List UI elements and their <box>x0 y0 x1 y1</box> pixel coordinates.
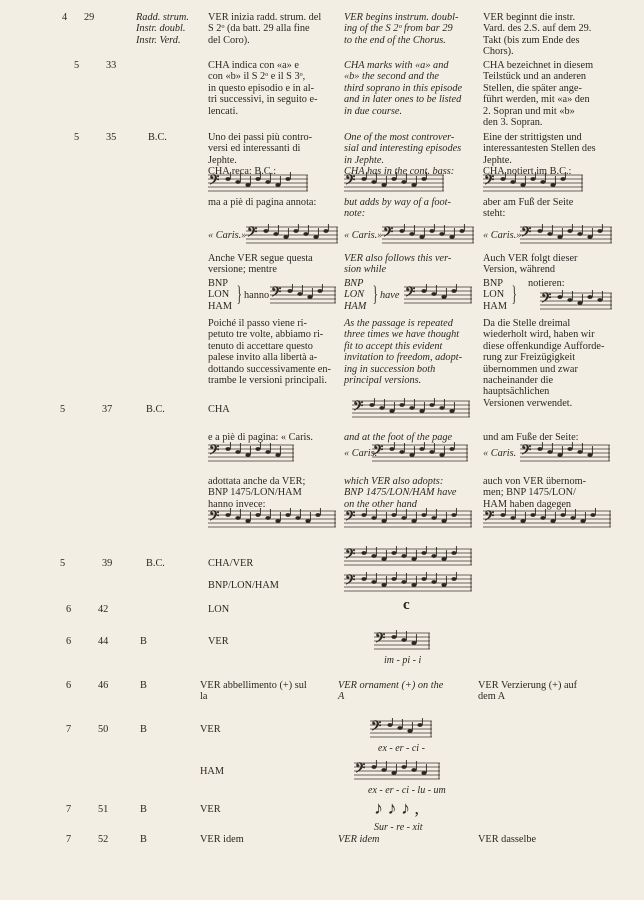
part-label: B <box>140 636 147 647</box>
music-staff <box>483 172 583 194</box>
svg-text:𝄢: 𝄢 <box>345 574 356 591</box>
music-staff <box>404 284 472 306</box>
german-note: und am Fuße der Seite: <box>483 432 579 443</box>
bar-number: 44 <box>98 636 109 647</box>
source-list: BNP LON HAM <box>208 278 233 312</box>
time-signature: c <box>403 597 410 613</box>
italian-note: VER idem <box>200 834 244 845</box>
italian-note: Anche VER segue questa versione; mentre <box>208 253 313 276</box>
svg-text:𝄢: 𝄢 <box>373 444 384 461</box>
svg-text:𝄢: 𝄢 <box>521 226 532 243</box>
part-label: B.C. <box>146 558 165 569</box>
music-staff <box>520 442 610 464</box>
svg-text:𝄢: 𝄢 <box>355 762 366 779</box>
act-number: 4 <box>62 12 68 23</box>
caris-label: « Caris. <box>483 448 517 459</box>
verb: have <box>380 290 400 301</box>
act-number: 5 <box>60 404 66 415</box>
part-label: B <box>140 834 147 845</box>
source-label: VER <box>200 804 221 815</box>
english-note: but adds by way of a foot- note: <box>344 197 451 220</box>
italian-note: adottata anche da VER; BNP 1475/LON/HAM hanno invece: <box>208 476 306 510</box>
act-number: 6 <box>66 680 72 691</box>
music-staff <box>344 172 444 194</box>
music-staff <box>344 546 472 568</box>
lyric: im - pi - i <box>384 655 422 666</box>
german-note: VER dasselbe <box>478 834 537 845</box>
svg-text:𝄢: 𝄢 <box>345 510 356 527</box>
svg-text:𝄢: 𝄢 <box>484 174 495 191</box>
svg-text:𝄢: 𝄢 <box>521 444 532 461</box>
verb: hanno <box>244 290 270 301</box>
source-list: BNP LON HAM <box>483 278 508 312</box>
english-note: VER idem <box>338 834 380 845</box>
lyric: Sur - re - xit <box>374 822 423 833</box>
italian-note: VER abbellimento (+) sul la <box>200 680 307 703</box>
music-staff <box>374 630 430 652</box>
bar-number: 50 <box>98 724 109 735</box>
svg-text:𝄢: 𝄢 <box>371 720 382 737</box>
part-label: B.C. <box>146 404 165 415</box>
lyric: ex - er - ci - lu - um <box>368 785 446 796</box>
part-label: B <box>140 724 147 735</box>
bar-number: 42 <box>98 604 109 615</box>
source-label: HAM <box>200 766 225 777</box>
act-number: 5 <box>74 60 80 71</box>
german-note: Eine der strittigsten und interessantesten Stellen des Jephte. CHA notiert im B.C.: <box>483 132 596 178</box>
german-note: aber am Fuß der Seite steht: <box>483 197 574 220</box>
act-number: 7 <box>66 834 72 845</box>
source-label: VER <box>208 636 229 647</box>
music-staff <box>208 172 308 194</box>
music-staff <box>520 224 612 246</box>
bar-number: 33 <box>106 60 117 71</box>
caris-label: « Caris.» <box>208 230 247 241</box>
german-note: CHA bezeichnet in diesem Teilstück und an anderen Stellen, die später ange- führt werden, mit «a» den 2. Sopran und mit «b» den 3. Sopran. <box>483 60 594 129</box>
source-label: VER <box>200 724 221 735</box>
source-list: BNP LON HAM <box>344 278 367 312</box>
italian-note: e a piè di pagina: « Caris. <box>208 432 313 443</box>
music-staff <box>352 398 470 420</box>
english-note: VER also follows this ver- sion while <box>344 253 452 276</box>
act-number: 7 <box>66 804 72 815</box>
english-note: VER begins instrum. doubl- ing of the S 2ᵒ from bar 29 to the end of the Chorus. <box>344 12 459 46</box>
source-label: BNP/LON/HAM <box>208 580 279 591</box>
svg-text:𝄢: 𝄢 <box>405 286 416 303</box>
svg-text:𝄢: 𝄢 <box>375 632 386 649</box>
music-staff <box>382 224 474 246</box>
german-note: VER beginnt die instr. Vard. des 2.S. auf dem 29. Takt (bis zum Ende des Chors). <box>483 12 592 58</box>
part-label: B.C. <box>148 132 167 143</box>
part-label: Radd. strum. Instr. doubl. Instr. Verd. <box>136 12 189 46</box>
music-staff <box>344 572 472 594</box>
svg-text:𝄢: 𝄢 <box>353 400 364 417</box>
bar-number: 46 <box>98 680 109 691</box>
music-staff <box>208 508 336 530</box>
english-note: One of the most controver- sial and interesting episodes in Jephte. CHA has in the cont. bass: <box>344 132 462 178</box>
bar-number: 39 <box>102 558 113 569</box>
music-staff <box>270 284 336 306</box>
music-staff <box>344 508 472 530</box>
verb: notieren: <box>528 278 565 289</box>
music-staff <box>372 442 468 464</box>
svg-text:𝄢: 𝄢 <box>383 226 394 243</box>
svg-text:𝄢: 𝄢 <box>271 286 282 303</box>
music-staff <box>540 290 612 312</box>
bar-number: 37 <box>102 404 113 415</box>
english-note: VER ornament (+) on the A <box>338 680 444 703</box>
act-number: 6 <box>66 604 72 615</box>
part-label: B <box>140 804 147 815</box>
english-note: As the passage is repeated three times we have thought fit to accept this evident invitation to freedom, adopt- ing in succession both principal versions. <box>344 318 463 387</box>
german-note: auch von VER übernom- men; BNP 1475/LON/ HAM haben dagegen <box>483 476 587 510</box>
english-note: CHA marks with «a» and «b» the second and the third soprano in this episode and in later ones to be listed in due course. <box>344 60 463 117</box>
svg-text:𝄢: 𝄢 <box>209 444 220 461</box>
bar-number: 51 <box>98 804 109 815</box>
source-label: CHA <box>208 404 230 415</box>
act-number: 6 <box>66 636 72 647</box>
music-staff <box>208 442 294 464</box>
svg-text:𝄢: 𝄢 <box>209 510 220 527</box>
music-staff <box>483 508 611 530</box>
bar-number: 29 <box>84 12 95 23</box>
music-staff <box>370 718 432 740</box>
svg-text:𝄢: 𝄢 <box>484 510 495 527</box>
english-note: and at the foot of the page <box>344 432 453 443</box>
svg-text:𝄢: 𝄢 <box>541 292 552 309</box>
italian-note: Poiché il passo viene ri- petuto tre volte, abbiamo ri- tenuto di accettare questo palese invito alla libertà a- dottando successivamente en- trambe le versioni principali. <box>208 318 331 387</box>
german-note: Auch VER folgt dieser Version, während <box>483 253 578 276</box>
italian-note: ma a piè di pagina annota: <box>208 197 317 208</box>
italian-note: CHA indica con «a» e con «b» il S 2ᵒ e il S 3ᵒ, in questo episodio e in al- tri successivi, in seguito e- lencati. <box>208 60 318 117</box>
italian-note: VER inizia radd. strum. del S 2ᵒ (da batt. 29 alla fine del Coro). <box>208 12 322 46</box>
svg-text:𝄢: 𝄢 <box>247 226 258 243</box>
german-note: Da die Stelle dreimal wiederholt wird, haben wir diese offenkundige Aufforde- rung zur Freizügigkeit übernommen und zwar nacheinander die hauptsächlichen Versionen verwendet. <box>483 318 605 409</box>
svg-text:𝄢: 𝄢 <box>345 174 356 191</box>
source-label: CHA/VER <box>208 558 254 569</box>
german-note: VER Verzierung (+) auf dem A <box>478 680 578 703</box>
eighth-notes-icon: ♪ ♪ ♪ , <box>374 798 419 818</box>
italian-note: Uno dei passi più contro- versi ed interessanti di Jephte. CHA reca: B.C.: <box>208 132 313 178</box>
caris-label: « Caris.» <box>344 230 383 241</box>
english-note: which VER also adopts: BNP 1475/LON/HAM have on the other hand <box>344 476 457 510</box>
lyric: ex - er - ci - <box>378 743 425 754</box>
caris-label: « Caris. <box>344 448 378 459</box>
part-label: B <box>140 680 147 691</box>
bar-number: 52 <box>98 834 109 845</box>
bar-number: 35 <box>106 132 117 143</box>
act-number: 7 <box>66 724 72 735</box>
svg-text:𝄢: 𝄢 <box>345 548 356 565</box>
source-label: LON <box>208 604 230 615</box>
act-number: 5 <box>74 132 80 143</box>
act-number: 5 <box>60 558 66 569</box>
music-staff <box>354 760 440 782</box>
music-staff <box>246 224 338 246</box>
svg-text:𝄢: 𝄢 <box>209 174 220 191</box>
caris-label: « Caris.» <box>483 230 522 241</box>
